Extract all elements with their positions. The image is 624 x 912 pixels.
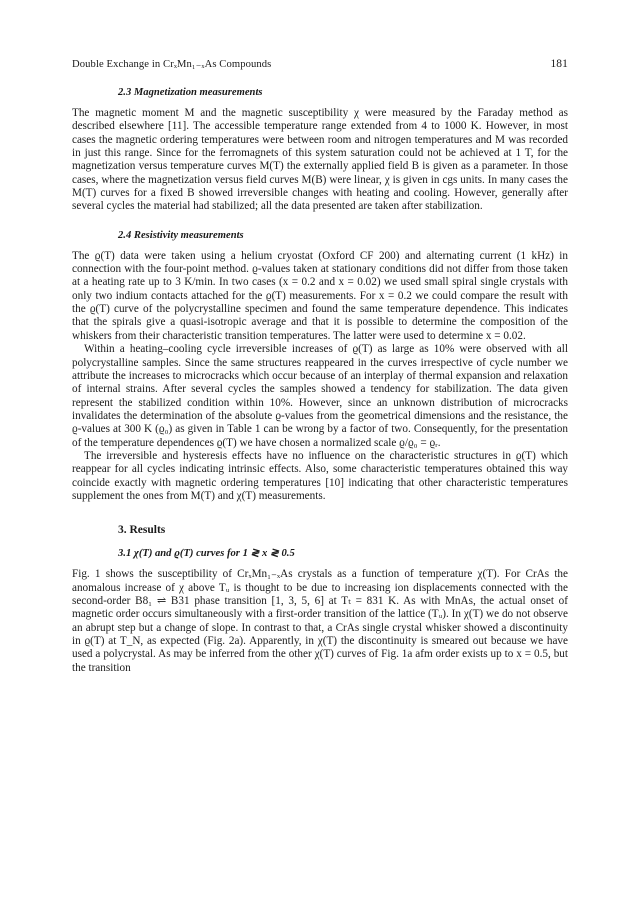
paragraph-magnetization: The magnetic moment M and the magnetic susceptibility χ were measured by the Faraday method as described elsewhere [11]. The accessible temperature range extended from 4 to 1000 K. However, in most cases the magnetic ordering temperatures were between room and nitrogen temperatures and M was recorded in just this range. Since for the ferromagnets of this system saturation could not be achieved at 1 T, for the magnetization versus temperature curves M(T) the externally applied field B is given as a parameter. In those cases, where the magnetization versus field curves M(B) were linear, χ is given in cgs units. In many cases the M(T) curves for a fixed B showed irreversible changes with heating and cooling. However, generally after several cycles the material had stabilized; all the data presented are taken after stabilization.: [72, 107, 568, 213]
paragraph-resistivity-3: The irreversible and hysteresis effects have no influence on the characteristic structures in ϱ(T) which reappear for all cycles indicating intrinsic effects. Also, some characteristic temperatures obtained this way coincide exactly with magnetic ordering temperatures [10] indicating that other characteristic temperatures supplement the ones from M(T) and χ(T) measurements.: [72, 449, 568, 502]
section-heading-magnetization: 2.3 Magnetization measurements: [118, 87, 263, 98]
paragraph-resistivity-1: The ϱ(T) data were taken using a helium cryostat (Oxford CF 200) and alternating current (1 kHz) in connection with the four-point method. ϱ-values taken at stationary conditions did not differ from those taken at a heating rate up to 3 K/min. In two cases (x = 0.2 and x = 0.02) we used small spiral single crystals with only two indium contacts attached for the ϱ(T) measurements. For x = 0.2 we could compare the result with the ϱ(T) curve of the polycrystalline specimen and found the same temperature dependence. This indicates that the spirals give a quasi-isotropic average and that it is possible to determine the composition of the whiskers from their characteristic transition temperatures. The latter were used to determine x = 0.02.: [72, 249, 568, 342]
running-title: Double Exchange in CrₓMn₁₋ₓAs Compounds: [72, 59, 272, 70]
section-title-results: 3. Results: [118, 524, 166, 537]
page-number: 181: [550, 58, 568, 70]
paragraph-resistivity-2: Within a heating–cooling cycle irreversible increases of ϱ(T) as large as 10% were observed with all polycrystalline samples. Since the same structures reappeared in the curves irrespective of cycle number we attribute the increases to microcracks which occur because of an interplay of thermal expansion and relaxation of internal strains. After several cycles the samples showed a tendency for stabilization. The data given represent the stabilized condition within 10%. However, since an unknown distribution of microcracks invalidates the determination of the absolute ϱ-values from the geometrical dimensions and the resistance, the ϱ-values at 300 K (ϱ₀) as given in Table 1 can be wrong by a factor of two. Consequently, for the presentation of the temperature dependences ϱ(T) we have chosen a normalized scale ϱ/ϱ₀ = ϱᵣ.: [72, 343, 568, 449]
running-head: [72, 58, 568, 70]
section-heading-chi-rho-curves: 3.1 χ(T) and ϱ(T) curves for 1 ≷ x ≷ 0.5: [118, 548, 295, 560]
paragraph-results-1: Fig. 1 shows the susceptibility of CrₓMn₁₋ₓAs crystals as a function of temperature χ(T). For CrAs the anomalous increase of χ above Tᵤ is thought to be due to increasing ion displacements connected with the second-order B8₁ ⇌ B31 phase transition [1, 3, 5, 6] at Tₜ = 831 K. As with MnAs, the actual onset of magnetic order occurs simultaneously with a first-order transition of the lattice (Tᵤ). In χ(T) we do not observe an abrupt step but a change of slope. In contrast to that, a CrAs single crystal whisker showed a discontinuity in ϱ(T) at T_N, as expected (Fig. 2a). Apparently, in χ(T) the discontinuity is smeared out because we have used a polycrystal. As may be inferred from the other χ(T) curves of Fig. 1a afm order exists up to x = 0.5, but the transition: [72, 568, 568, 674]
section-heading-resistivity: 2.4 Resistivity measurements: [118, 229, 244, 241]
